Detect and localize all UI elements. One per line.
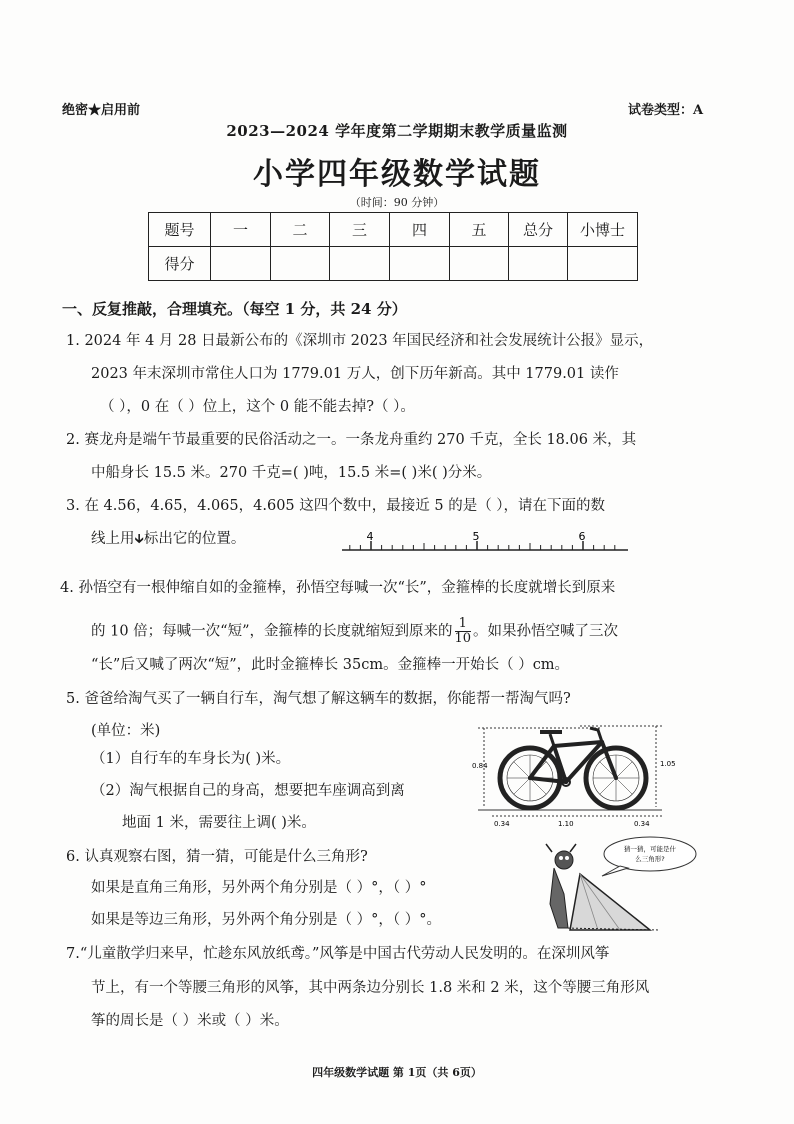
score-input-cell[interactable] (330, 247, 390, 281)
triangle-cartoon (540, 834, 700, 934)
table-cell: 二 (271, 213, 330, 247)
question-6-line-3: 如果是等边三角形，另外两个角分别是（ ）°，（ ）°。 (91, 912, 441, 928)
number-line-ticks (350, 541, 615, 550)
width-left-label: 0.34 (494, 820, 510, 828)
question-5-unit: (单位：米) (91, 723, 161, 739)
score-input-cell[interactable] (271, 247, 330, 281)
speech-bubble (604, 837, 696, 871)
question-7-line-2: 节上，有一个等腰三角形的风筝，其中两条边分别长 1.8 米和 2 米，这个等腰三角形风 (91, 980, 650, 996)
score-input-cell[interactable] (568, 247, 638, 281)
bicycle-figure (470, 722, 690, 832)
table-cell: 四 (390, 213, 450, 247)
page-footer: 四年级数学试题 第 1页（共 6页） (312, 1066, 482, 1079)
height-right-label: 1.05 (660, 760, 676, 768)
fraction-denominator: 10 (454, 631, 472, 646)
bicycle-icon (500, 728, 646, 808)
question-2-line-1: 2. 赛龙舟是端午节最重要的民俗活动之一。一条龙舟重约 270 千克，全长 18.06 米，其 (66, 432, 637, 448)
question-3-text-b: 标出它的位置。 (143, 531, 246, 547)
question-3-text-a: 线上用 (91, 531, 135, 547)
score-input-cell[interactable] (450, 247, 509, 281)
exam-subtitle: 2023—2024 学年度第二学期期末教学质量监测 (226, 122, 568, 140)
question-6-line-1: 6. 认真观察右图，猜一猜，可能是什么三角形? (66, 849, 368, 865)
down-arrow-icon: 🡳 (134, 532, 144, 547)
question-4-text-a: 的 10 倍；每喊一次“短”，金箍棒的长度就缩短到原来的 (91, 623, 453, 640)
table-cell: 小博士 (568, 213, 638, 247)
question-7-line-3: 筝的周长是（ ）米或（ ）米。 (91, 1013, 289, 1029)
question-4-text-b: 。如果孙悟空喊了三次 (473, 623, 619, 640)
question-5-sub-1: （1）自行车的车身长为( )米。 (91, 751, 291, 767)
question-4-line-1: 4. 孙悟空有一根伸缩自如的金箍棒，孙悟空每喊一次“长”，金箍棒的长度就增长到原来 (60, 580, 616, 596)
table-cell: 总分 (509, 213, 568, 247)
question-1-line-1: 1. 2024 年 4 月 28 日最新公布的《深圳市 2023 年国民经济和社会发展统计公报》显示， (66, 333, 654, 349)
tick-label-4: 4 (366, 530, 374, 543)
score-input-cell[interactable] (390, 247, 450, 281)
character-icon (546, 844, 576, 928)
question-3-line-2 (91, 531, 245, 548)
table-cell: 五 (450, 213, 509, 247)
section-heading: 一、反复推敲，合理填充。（每空 1 分，共 24 分） (62, 300, 407, 318)
exam-title: 小学四年级数学试题 (253, 157, 541, 192)
question-6-line-2: 如果是直角三角形，另外两个角分别是（ ）°，（ ）° (91, 880, 427, 896)
question-5-sub-2: （2）淘气根据自己的身高，想要把车座调高到离 (91, 783, 405, 799)
score-table-header-row (149, 213, 638, 247)
score-table-score-row (149, 247, 638, 281)
question-7-line-1: 7.“儿童散学归来早，忙趁东风放纸鸢。”风筝是中国古代劳动人民发明的。在深圳风筝 (66, 946, 610, 962)
width-mid-label: 1.10 (558, 820, 574, 828)
question-2-line-2: 中船身长 15.5 米。270 千克=( )吨，15.5 米=( )米( )分米。 (91, 465, 492, 481)
question-1-line-2: 2023 年末深圳市常住人口为 1779.01 万人，创下历年新高。其中 1779.01 读作 (91, 366, 619, 382)
question-5-sub-3: 地面 1 米，需要往上调( )米。 (122, 815, 316, 831)
bubble-text-2: 么三角形? (635, 855, 665, 863)
question-1-line-3: （ ），0 在（ ）位上，这个 0 能不能去掉?（ ）。 (100, 399, 415, 415)
height-left-label: 0.84 (472, 762, 488, 770)
fraction (455, 617, 472, 646)
question-4-line-2 (91, 617, 618, 646)
question-3-line-1: 3. 在 4.56，4.65，4.065，4.605 这四个数中，最接近 5 的是（ ），请在下面的数 (66, 498, 606, 514)
fraction-numerator: 1 (455, 617, 472, 632)
table-cell: 三 (330, 213, 390, 247)
table-cell: 一 (211, 213, 271, 247)
confidential-label: 绝密★启用前 (62, 103, 141, 118)
table-cell: 得分 (149, 247, 211, 281)
question-4-line-3: “长”后又喊了两次“短”，此时金箍棒长 35cm。金箍棒一开始长（ ）cm。 (91, 657, 570, 673)
paper-type-label: 试卷类型：A (628, 103, 704, 118)
exam-time: （时间：90 分钟） (349, 196, 445, 209)
tick-label-6: 6 (578, 530, 586, 543)
score-input-cell[interactable] (211, 247, 271, 281)
tick-label-5: 5 (472, 530, 480, 543)
table-cell: 题号 (149, 213, 211, 247)
bubble-text-1: 猜一猜，可能是什 (624, 845, 676, 853)
width-right-label: 0.34 (634, 820, 650, 828)
score-input-cell[interactable] (509, 247, 568, 281)
question-5-line-1: 5. 爸爸给淘气买了一辆自行车，淘气想了解这辆车的数据，你能帮一帮淘气吗? (66, 691, 571, 707)
covered-triangle (570, 874, 650, 930)
score-table (148, 212, 638, 281)
number-line (340, 528, 630, 558)
